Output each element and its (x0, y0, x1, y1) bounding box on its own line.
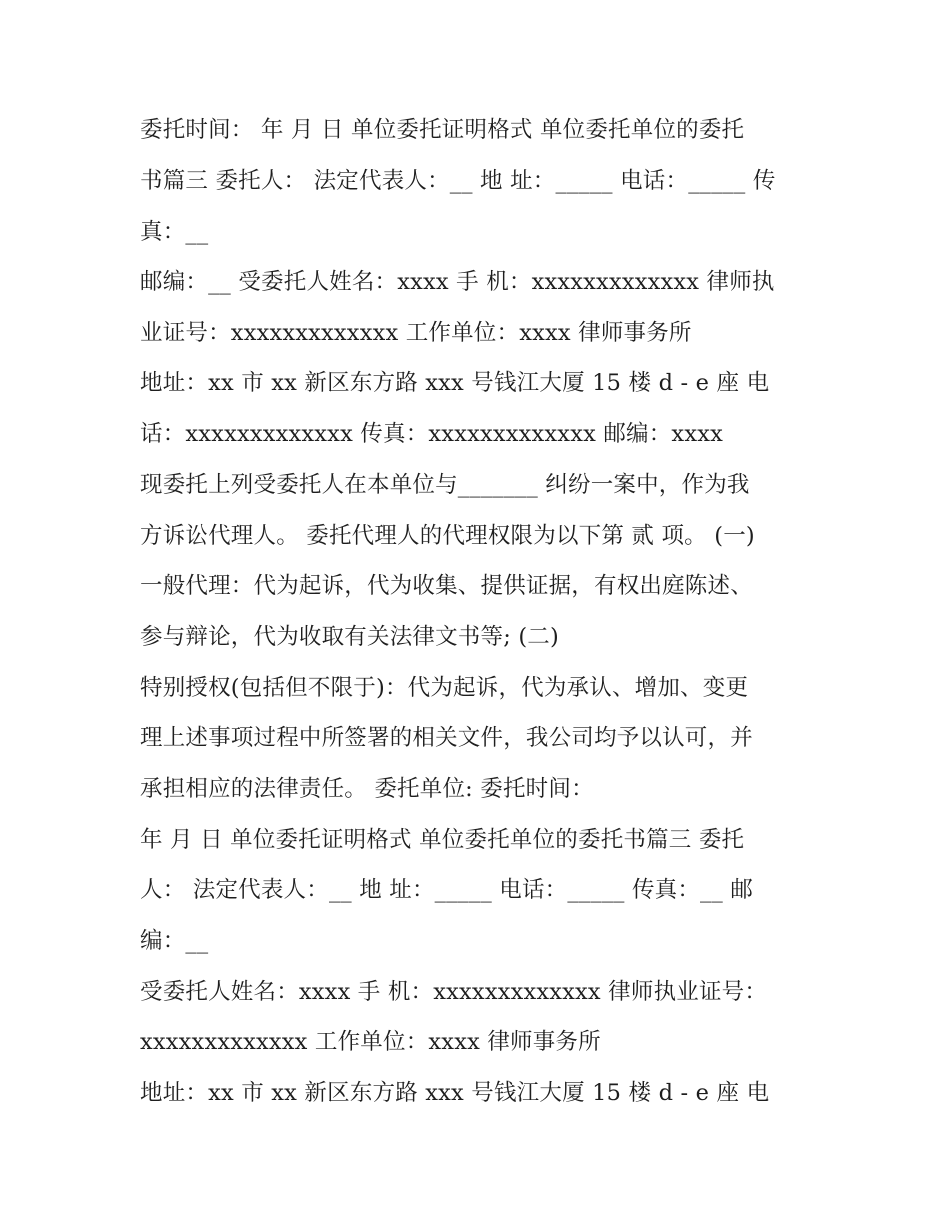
text-line: 邮编：__ 受委托人姓名：xxxx 手 机：xxxxxxxxxxxxx 律师执 (140, 269, 775, 295)
text-line: 方诉讼代理人。 委托代理人的代理权限为以下第 贰 项。 (一) (140, 523, 755, 549)
text-line: 地址：xx 市 xx 新区东方路 xxx 号钱江大厦 15 楼 d - e 座 电 (140, 1080, 770, 1106)
text-line: 参与辩论，代为收取有关法律文书等; (二) (140, 624, 559, 650)
text-line: 编：__ (140, 928, 209, 954)
text-line: 现委托上列受委托人在本单位与_______ 纠纷一案中，作为我 (140, 472, 750, 498)
text-line: 真：__ (140, 219, 209, 245)
text-line: 委托时间： 年 月 日 单位委托证明格式 单位委托单位的委托 (140, 117, 745, 143)
text-line: 业证号：xxxxxxxxxxxxx 工作单位：xxxx 律师事务所 (140, 320, 692, 346)
text-line: 年 月 日 单位委托证明格式 单位委托单位的委托书篇三 委托 (140, 827, 745, 853)
text-line: 受委托人姓名：xxxx 手 机：xxxxxxxxxxxxx 律师执业证号： (140, 979, 768, 1005)
text-line: 书篇三 委托人： 法定代表人：__ 地 址：_____ 电话：_____ 传 (140, 168, 776, 194)
text-line: 人： 法定代表人：__ 地 址：_____ 电话：_____ 传真：__ 邮 (140, 877, 754, 903)
text-line: 承担相应的法律责任。 委托单位: 委托时间： (140, 776, 594, 802)
text-line: xxxxxxxxxxxxx 工作单位：xxxx 律师事务所 (140, 1029, 601, 1055)
text-line: 话：xxxxxxxxxxxxx 传真：xxxxxxxxxxxxx 邮编：xxxx (140, 421, 723, 447)
text-line: 一般代理：代为起诉，代为收集、提供证据，有权出庭陈述、 (140, 573, 753, 599)
text-line: 理上述事项过程中所签署的相关文件，我公司均予以认可，并 (140, 725, 753, 751)
text-line: 地址：xx 市 xx 新区东方路 xxx 号钱江大厦 15 楼 d - e 座 电 (140, 370, 770, 396)
text-line: 特别授权(包括但不限于)：代为起诉，代为承认、增加、变更 (140, 675, 749, 701)
